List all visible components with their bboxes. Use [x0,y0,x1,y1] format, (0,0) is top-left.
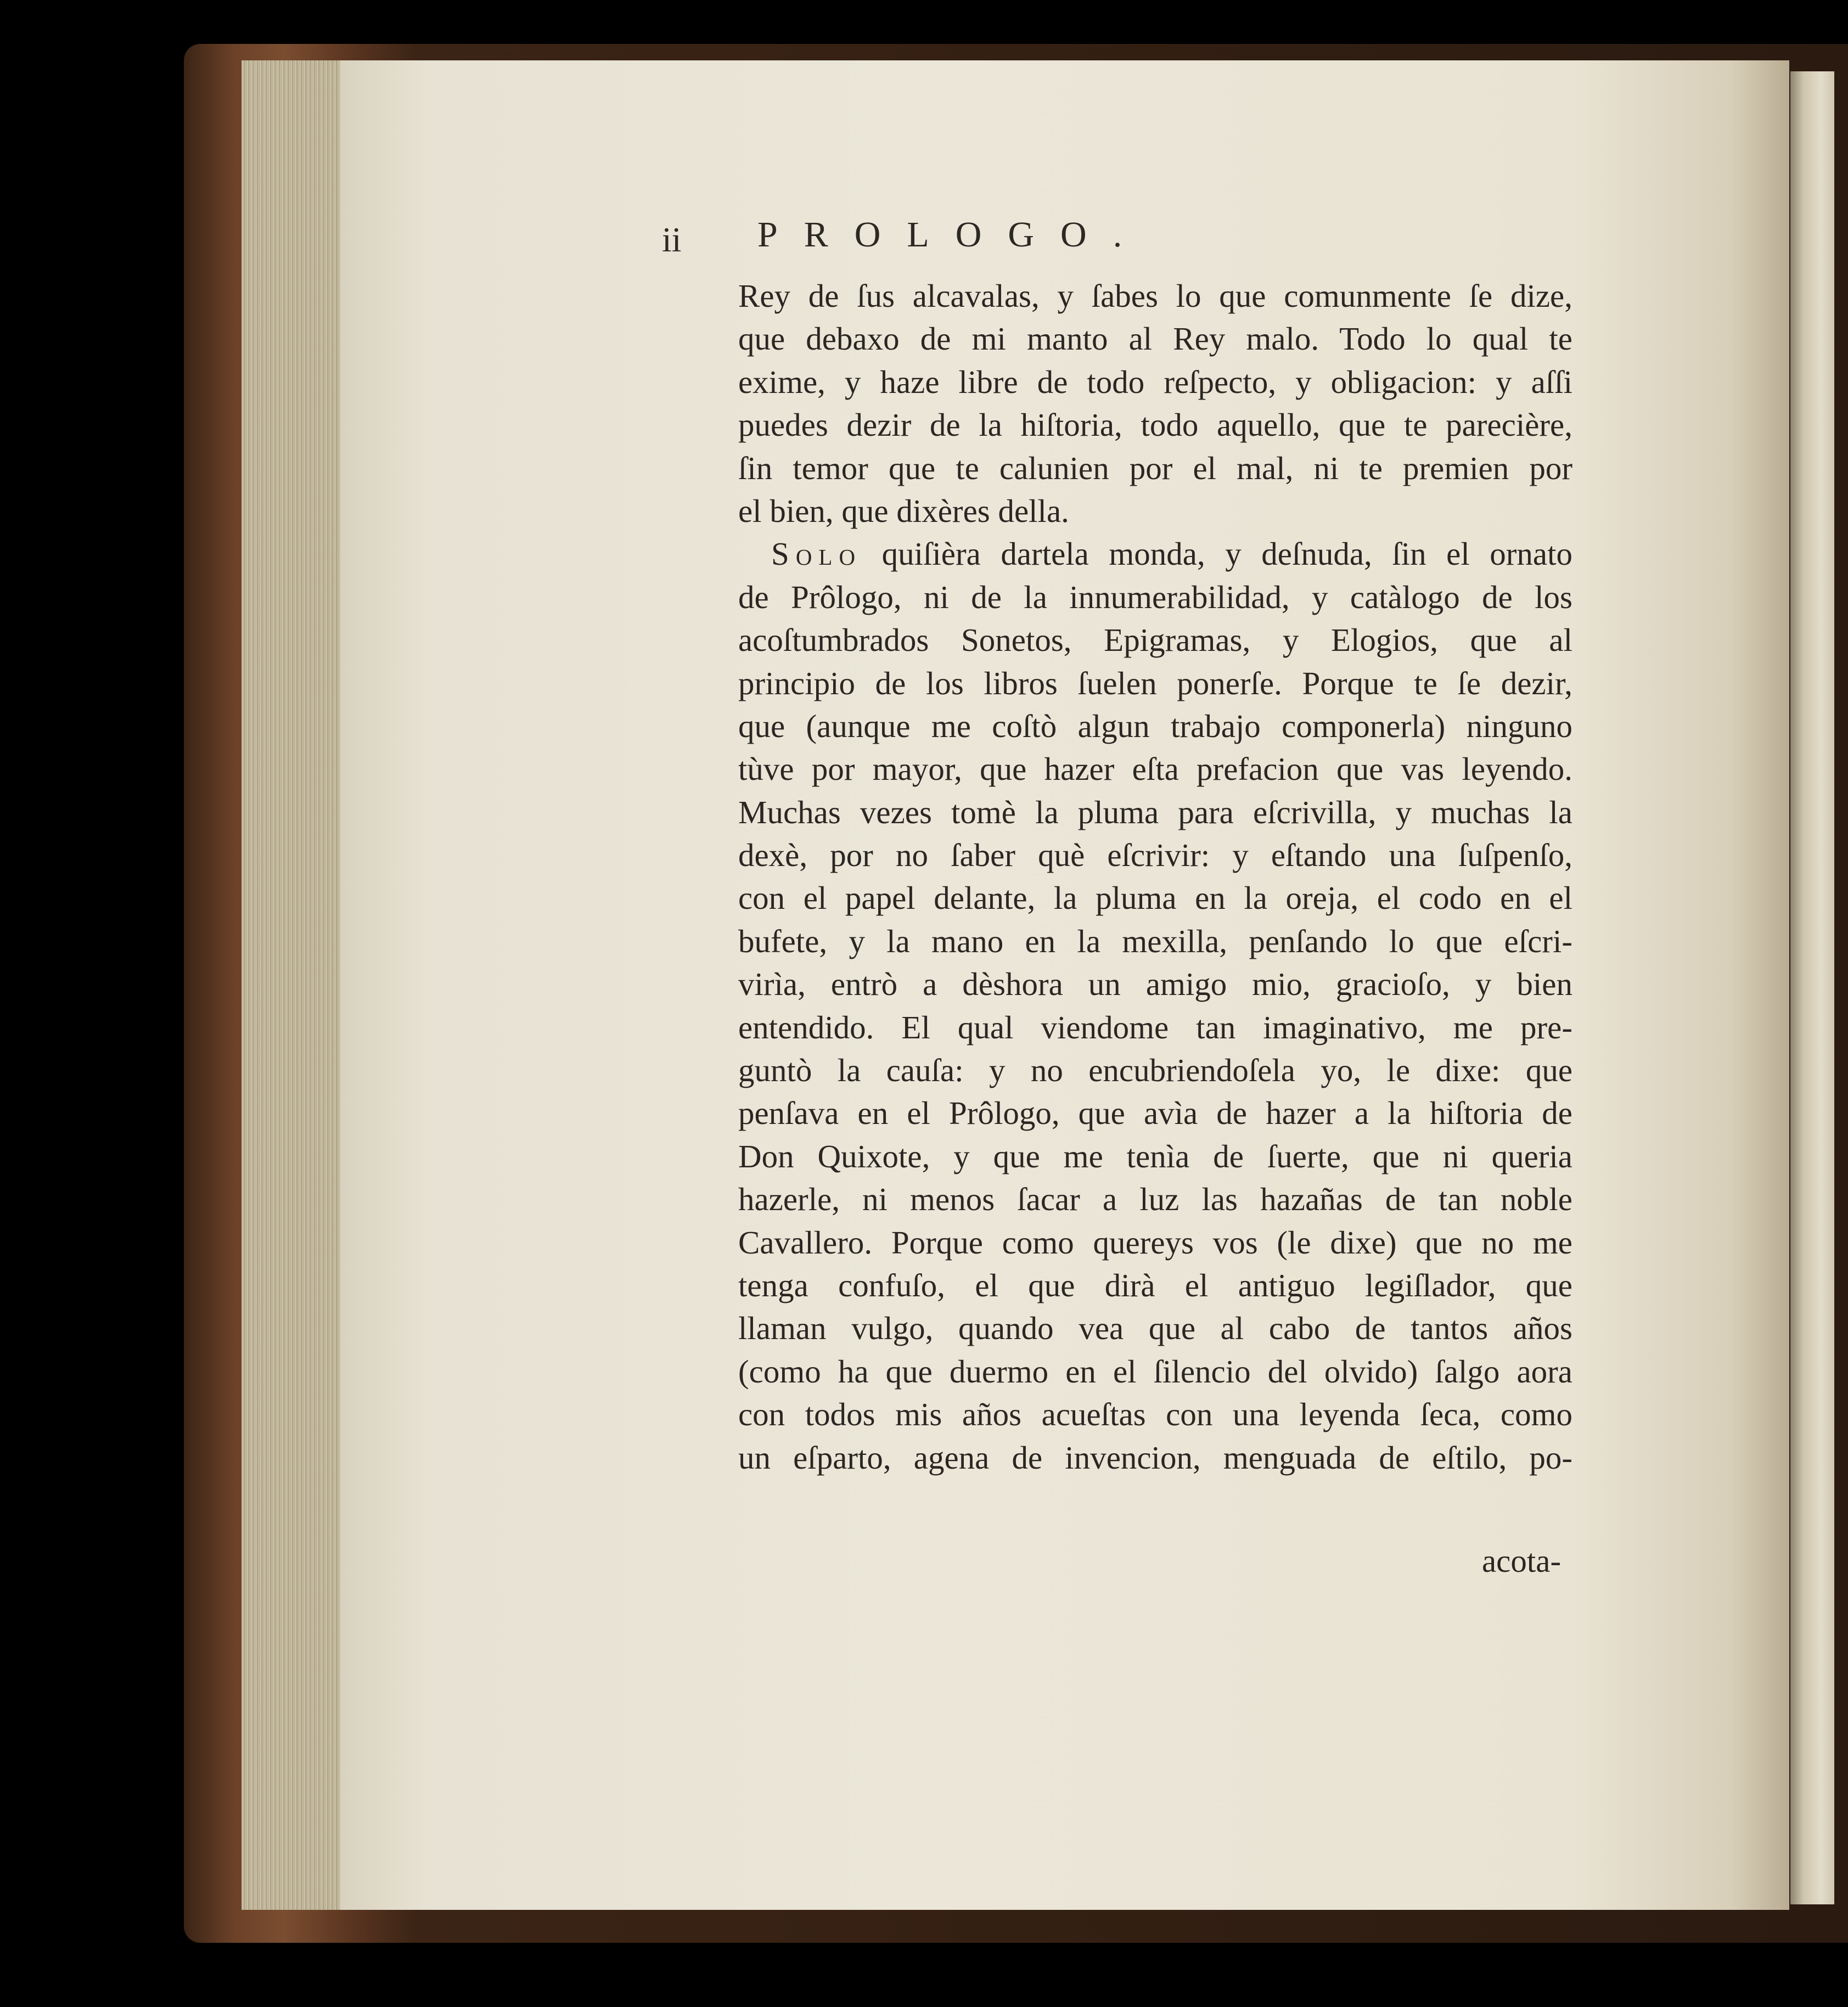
text-line: Muchas vezes tomè la pluma para eſcrivilla, y muchas la [738,794,1572,830]
text-line: llaman vulgo, quando vea que al cabo de tantos años [738,1310,1572,1347]
text-line: con el papel delante, la pluma en la oreja, el codo en el [738,880,1572,917]
text-line: tùve por mayor, que hazer eſta prefacion que vas leyendo. [738,751,1572,788]
text-line: ſin temor que te calunien por el mal, ni te premien por [738,449,1572,486]
text-line: que (aunque me coſtò algun trabajo componerla) ninguno [738,707,1572,744]
text-line: puedes dezir de la hiſtoria, todo aquello, que te parecière, [738,407,1572,443]
text-line: de Prôlogo, ni de la innumerabilidad, y catàlogo de los [738,578,1572,615]
facing-page-edge [1790,71,1834,1904]
paragraph-first-line [738,532,1572,575]
page-number: ii [662,220,682,259]
text-line: exime, y haze libre de todo reſpecto, y obligacion: y aſſi [738,363,1572,400]
text-line: penſava en el Prôlogo, que avìa de hazer a la hiſtoria de [738,1095,1572,1132]
catchword: acota- [1482,1543,1561,1579]
text-line: dexè, por no ſaber què eſcrivir: y eſtando una ſuſpenſo, [738,837,1572,874]
text-line: bufete, y la mano en la mexilla, penſando lo que eſcri- [738,923,1572,959]
text-line: hazerle, ni menos ſacar a luz las hazañas de tan noble [738,1181,1572,1218]
running-head: PROLOGO. [757,215,1149,255]
text-line: un eſparto, agena de invencion, menguada de eſtilo, po- [738,1439,1572,1476]
text-line: entendido. El qual viendome tan imaginativo, me pre- [738,1009,1572,1045]
text-line: virìa, entrò a dèshora un amigo mio, gracioſo, y bien [738,966,1572,1003]
body-text [738,274,1572,1479]
text-line: el bien, que dixères della. [738,492,1069,529]
page-edges [241,60,351,1910]
text-line: principio de los libros ſuelen ponerſe. Porque te ſe dezir, [738,665,1572,701]
text-line: Don Quixote, y que me tenìa de ſuerte, que ni queria [738,1138,1572,1174]
text-line: Rey de ſus alcavalas, y ſabes lo que comunmente ſe dize, [738,278,1572,314]
text-line: con todos mis años acueſtas con una leyenda ſeca, como [738,1396,1572,1433]
paragraph-first-line-rest: quiſièra dartela monda, y deſnuda, ſin el ornato [881,536,1572,572]
text-line: Cavallero. Porque como quereys vos (le dixe) que no me [738,1224,1572,1261]
text-line: tenga confuſo, el que dirà el antiguo legiſlador, que [738,1267,1572,1303]
text-line: que debaxo de mi manto al Rey malo. Todo lo qual te [738,321,1572,357]
text-line: (como ha que duermo en el ſilencio del olvido) ſalgo aora [738,1353,1572,1390]
text-line: guntò la cauſa: y no encubriendoſela yo, le dixe: que [738,1052,1572,1089]
paragraph-lead-word: Solo [771,536,862,572]
text-line: acoſtumbrados Sonetos, Epigramas, y Elogios, que al [738,622,1572,659]
